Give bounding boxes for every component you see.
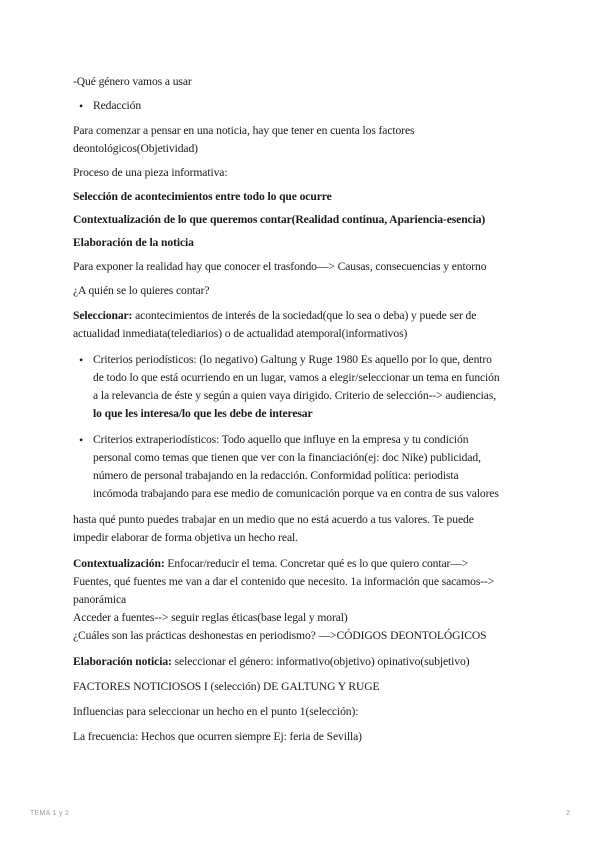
paragraph-frecuencia: La frecuencia: Hechos que ocurren siempre Ej: feria de Sevilla) <box>73 730 362 743</box>
footer-page-number: 2 <box>566 810 570 817</box>
footer-doc-title: TEMA 1 y 2 <box>30 810 70 817</box>
heading-seleccion: Selección de acontecimientos entre todo lo que ocurre <box>73 190 332 203</box>
heading-contextualizacion: Contextualización de lo que queremos contar(Realidad continua, Apariencia-esencia) <box>73 213 486 226</box>
paragraph-proceso: Proceso de una pieza informativa: <box>73 166 228 179</box>
elaboracion-label: Elaboración noticia: <box>73 655 172 668</box>
document-page <box>73 73 533 746</box>
heading-elaboracion: Elaboración de la noticia <box>73 236 194 249</box>
genero-question: -Qué género vamos a usar <box>73 75 192 88</box>
paragraph-comenzar: Para comenzar a pensar en una noticia, hay que tener en cuenta los factores deontológicos(Objetividad) <box>73 124 415 155</box>
list-item: • Criterios extraperiodísticos: Todo aquello que influye en la empresa y tu condición personal como temas que tienen que ver con la financiación(ej: doc Nike) publicidad, número de personal trabajando en la redacción. Conformidad política: periodista incómoda trabajando para ese medio de comunicación porque va en contra de sus valores <box>73 431 533 503</box>
list-item: • Redacción <box>73 97 533 115</box>
paragraph-contextualizacion: Contextualización: Enfocar/reducir el tema. Concretar qué es lo que quiero contar—> Fuentes, qué fuentes me van a dar el contenido que necesito. 1a información que sacamos--> panorámica Acceder a fuentes--> seguir reglas éticas(base legal y moral) ¿Cuáles son las prácticas deshonestas en periodismo? —>CÓDIGOS DEONTOLÓGICOS <box>73 557 495 642</box>
paragraph-exponer: Para exponer la realidad hay que conocer el trasfondo—> Causas, consecuencias y entorno <box>73 260 487 273</box>
paragraph-seleccionar: Seleccionar: acontecimientos de interés de la sociedad(que lo sea o deba) y puede ser de actualidad inmediata(telediarios) o de actualidad atemporal(informativos) <box>73 309 477 340</box>
paragraph-influencias: Influencias para seleccionar un hecho en el punto 1(selección): <box>73 705 359 718</box>
paragraph-elaboracion-noticia: Elaboración noticia: seleccionar el género: informativo(objetivo) opinativo(subjetivo) <box>73 655 470 668</box>
paragraph-hasta: hasta qué punto puedes trabajar en un medio que no está acuerdo a tus valores. Te puede impedir elaborar de forma objetiva un hecho real. <box>73 513 474 544</box>
list-item: • Criterios periodísticos: (lo negativo) Galtung y Ruge 1980 Es aquello por lo que, dentro de todo lo que está ocurriendo en un lugar, vamos a elegir/seleccionar un tema en función a la relevancia de éste y según a quien vaya dirigido. Criterio de selección--> audiencias, lo que les interesa/lo que les debe de interesar <box>73 351 533 423</box>
paragraph-a-quien: ¿A quién se lo quieres contar? <box>73 284 210 297</box>
seleccionar-label: Seleccionar: <box>73 309 133 322</box>
criterios-list <box>73 351 533 503</box>
contextualizacion-label: Contextualización: <box>73 557 165 570</box>
bullet-list-redaccion <box>73 97 533 115</box>
paragraph-factores: FACTORES NOTICIOSOS I (selección) DE GALTUNG Y RUGE <box>73 680 380 693</box>
